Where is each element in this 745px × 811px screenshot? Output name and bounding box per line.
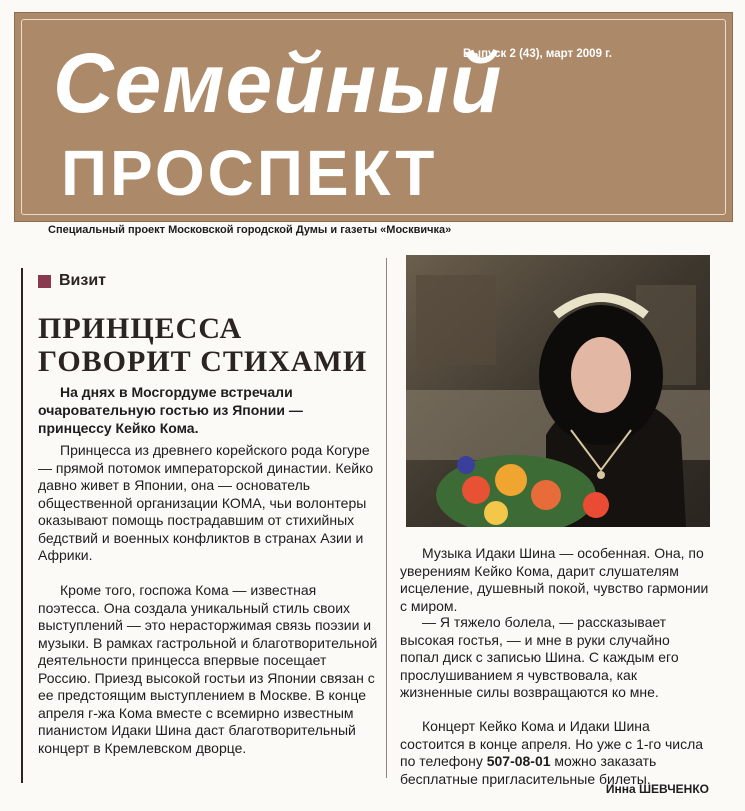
- article-lead: На днях в Мосгордуме встречали очаровательную гостью из Японии — принцессу Кейко Кома.: [38, 384, 303, 436]
- masthead: [14, 12, 733, 222]
- p5-text-after: можно заказать бесплатные пригласительные билеты.: [400, 753, 657, 787]
- article-author: Инна ШЕВЧЕНКО: [605, 782, 709, 796]
- column-rule-left: [21, 268, 23, 783]
- masthead-title-line1: Семейный: [53, 36, 503, 130]
- photo-illustration: [406, 255, 710, 527]
- article-paragraph: Принцесса из древнего корейского рода Когуре — прямой потомок императорской династии. Кейко давно живет в Японии, она — основатель общественной организации КОМА, чьи волонтеры оказывают помощь пострадавшим от стихийных бедствий и военных конфликтов в странах Азии и Африки.: [38, 442, 374, 563]
- headline-line1: ПРИНЦЕССА: [38, 312, 243, 345]
- article-paragraph: [400, 718, 712, 788]
- rubric-square-icon: [38, 275, 51, 288]
- article-paragraph: Музыка Идаки Шина — особенная. Она, по уверениям Кейко Кома, дарит слушателям исцеление, душевный покой, чувство гармонии с миром.: [400, 545, 709, 614]
- column-divider: [386, 258, 387, 778]
- rubric: [38, 272, 106, 290]
- article-paragraph: Кроме того, госпожа Кома — известная поэтесса. Она создала уникальный стиль своих выступлений — это нерасторжимая связь поэзии и музыки. В рамках гастрольной и благотворительной деятельности принцесса впервые посещает Россию. Приезд высокой гостьи из Японии связан с ее предстоящим выступлением в Москве. В конце апреля г-жа Кома вместе с всемирно известным пианистом Идаки Шина даст благотворительный концерт в Кремлевском дворце.: [38, 582, 378, 756]
- issue-info: Выпуск 2 (43), март 2009 г.: [462, 48, 612, 60]
- portrait-photo: [406, 255, 710, 527]
- masthead-subtitle: Специальный проект Московской городской Думы и газеты «Москвичка»: [48, 224, 452, 236]
- article-paragraph: — Я тяжело болела, — рассказывает высокая гостья, — и мне в руки случайно попал диск с записью Шина. С каждым его прослушиванием я чувствовала, как жизненные силы возвращаются ко мне.: [400, 614, 679, 700]
- masthead-title-line2: ПРОСПЕКТ: [61, 137, 438, 209]
- p5-text-before: Концерт Кейко Кома и Идаки Шина состоится в конце апреля. Но уже с 1-го числа по телефону: [400, 718, 704, 769]
- headline-line2: ГОВОРИТ СТИХАМИ: [38, 345, 368, 378]
- phone-number: 507-08-01: [486, 753, 551, 769]
- article-headline: [38, 312, 378, 378]
- rubric-label: Визит: [59, 272, 107, 289]
